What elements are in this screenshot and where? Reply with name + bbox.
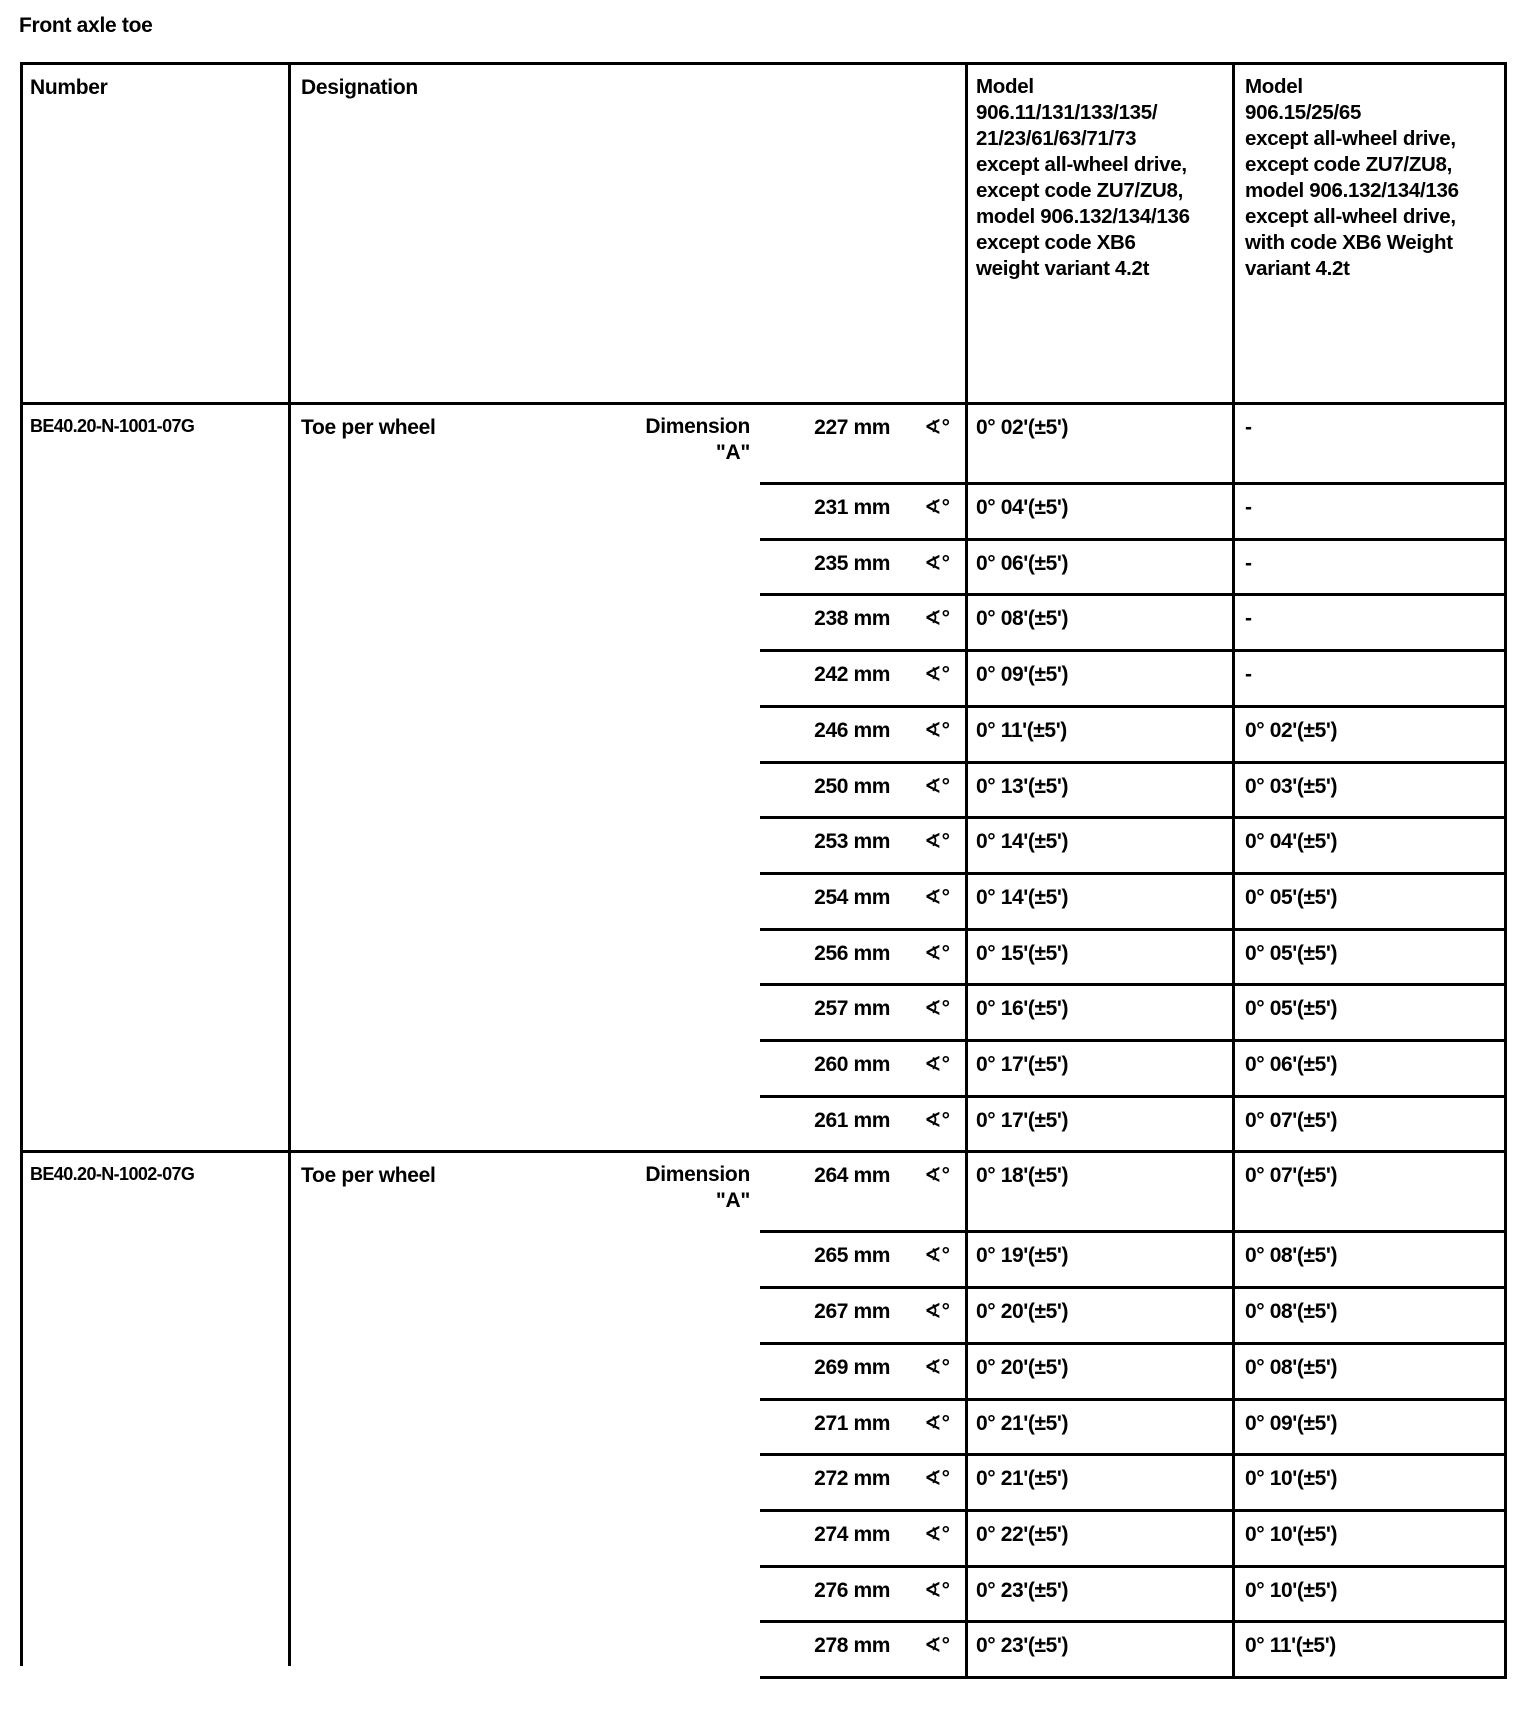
toe-value-model-2: 0° 07'(±5')	[1245, 1108, 1338, 1132]
toe-value-model-2: 0° 05'(±5')	[1245, 885, 1338, 909]
dimension-value: 269 mm	[814, 1355, 890, 1379]
row-divider	[760, 593, 1507, 596]
toe-value-model-2: 0° 06'(±5')	[1245, 1053, 1338, 1076]
toe-value-model-1: 0° 19'(±5')	[976, 1244, 1069, 1268]
dimension-value: 231 mm	[814, 496, 890, 519]
row-divider	[760, 1565, 1507, 1568]
row-divider	[760, 761, 1507, 764]
dimension-value: 278 mm	[814, 1634, 890, 1658]
table-top-border	[20, 62, 1507, 65]
header-model-1-line: model 906.132/134/136	[976, 205, 1190, 228]
header-model-1-line: except all-wheel drive,	[976, 153, 1187, 176]
header-model-1-line: except code XB6	[976, 231, 1136, 254]
dimension-label-line: "A"	[715, 441, 750, 464]
header-model-1	[976, 74, 1190, 282]
angle-icon: ∢°	[924, 416, 950, 439]
toe-value-model-2: -	[1245, 416, 1252, 439]
dimension-label-line: Dimension	[645, 415, 750, 438]
angle-icon: ∢°	[924, 1411, 950, 1435]
dimension-value: 264 mm	[814, 1164, 890, 1188]
angle-icon: ∢°	[924, 1244, 950, 1268]
dimension-value: 272 mm	[814, 1467, 890, 1491]
dimension-value: 253 mm	[814, 830, 890, 854]
row-divider	[760, 1286, 1507, 1289]
header-model-2-line: 906.15/25/65	[1245, 101, 1362, 124]
angle-icon: ∢°	[924, 1522, 950, 1546]
angle-icon: ∢°	[924, 607, 950, 631]
dimension-value: 238 mm	[814, 607, 890, 631]
dimension-value: 254 mm	[814, 885, 890, 909]
header-model-2-line: except code ZU7/ZU8,	[1245, 153, 1453, 176]
dimension-value: 257 mm	[814, 997, 890, 1021]
row-divider	[760, 1095, 1507, 1098]
angle-icon: ∢°	[924, 663, 950, 687]
toe-value-model-2: 0° 05'(±5')	[1245, 997, 1338, 1021]
angle-icon: ∢°	[924, 885, 950, 909]
row-divider	[760, 1676, 1507, 1679]
toe-value-model-2: 0° 05'(±5')	[1245, 941, 1338, 965]
angle-icon: ∢°	[924, 1634, 950, 1658]
row-divider	[760, 649, 1507, 652]
toe-value-model-2: -	[1245, 607, 1252, 631]
row-divider	[760, 538, 1507, 541]
angle-icon: ∢°	[924, 774, 950, 798]
dimension-value: 227 mm	[814, 416, 890, 439]
toe-value-model-1: 0° 13'(±5')	[976, 774, 1069, 798]
toe-value-model-1: 0° 17'(±5')	[976, 1108, 1069, 1132]
toe-value-model-1: 0° 16'(±5')	[976, 997, 1069, 1021]
toe-value-model-1: 0° 11'(±5')	[976, 718, 1067, 742]
toe-value-model-1: 0° 23'(±5')	[976, 1634, 1069, 1658]
dimension-value: 274 mm	[814, 1522, 890, 1546]
row-divider	[760, 1342, 1507, 1345]
angle-icon: ∢°	[924, 496, 950, 519]
toe-value-model-1: 0° 21'(±5')	[976, 1411, 1069, 1435]
dimension-label-line: "A"	[715, 1189, 750, 1213]
toe-value-model-1: 0° 08'(±5')	[976, 607, 1069, 631]
header-model-2-line: with code XB6 Weight	[1245, 231, 1453, 254]
header-model-2-line: except all-wheel drive,	[1245, 127, 1456, 150]
dimension-value: 250 mm	[814, 774, 890, 798]
header-number: Number	[30, 76, 108, 99]
toe-value-model-2: 0° 07'(±5')	[1245, 1164, 1338, 1188]
column-divider	[965, 62, 968, 1679]
toe-value-model-2: 0° 09'(±5')	[1245, 1411, 1338, 1435]
toe-value-model-2: 0° 08'(±5')	[1245, 1355, 1338, 1379]
angle-icon: ∢°	[924, 1164, 950, 1188]
toe-value-model-1: 0° 21'(±5')	[976, 1467, 1069, 1491]
toe-value-model-1: 0° 06'(±5')	[976, 551, 1069, 575]
table-right-border	[1504, 62, 1507, 1679]
dimension-value: 265 mm	[814, 1244, 890, 1268]
group-divider	[20, 1150, 1507, 1153]
header-bottom-border	[20, 402, 1507, 405]
toe-value-model-1: 0° 20'(±5')	[976, 1300, 1069, 1324]
toe-value-model-2: 0° 04'(±5')	[1245, 830, 1338, 854]
angle-icon: ∢°	[924, 1053, 950, 1076]
toe-value-model-1: 0° 14'(±5')	[976, 830, 1069, 854]
header-model-2	[1245, 74, 1459, 282]
toe-value-model-2: -	[1245, 551, 1252, 575]
toe-value-model-1: 0° 18'(±5')	[976, 1164, 1069, 1188]
row-divider	[760, 928, 1507, 931]
angle-icon: ∢°	[924, 551, 950, 575]
header-model-1-line: 21/23/61/63/71/73	[976, 127, 1137, 150]
header-model-1-line: 906.11/131/133/135/	[976, 101, 1158, 124]
header-model-2-line: variant 4.2t	[1245, 257, 1350, 280]
dimension-label	[600, 1162, 750, 1214]
toe-value-model-1: 0° 02'(±5')	[976, 416, 1069, 439]
toe-value-model-2: 0° 10'(±5')	[1245, 1522, 1338, 1546]
toe-value-model-2: 0° 03'(±5')	[1245, 774, 1338, 798]
toe-value-model-2: 0° 02'(±5')	[1245, 718, 1338, 742]
dimension-value: 242 mm	[814, 663, 890, 687]
column-divider	[1232, 62, 1235, 1679]
row-divider	[760, 1398, 1507, 1401]
toe-value-model-2: 0° 08'(±5')	[1245, 1244, 1338, 1268]
header-model-2-line: model 906.132/134/136	[1245, 179, 1459, 202]
toe-value-model-1: 0° 22'(±5')	[976, 1522, 1069, 1546]
toe-value-model-2: -	[1245, 663, 1252, 687]
dimension-label-line: Dimension	[645, 1163, 750, 1187]
dimension-value: 267 mm	[814, 1300, 890, 1324]
toe-value-model-2: 0° 10'(±5')	[1245, 1467, 1338, 1491]
header-model-1-line: except code ZU7/ZU8,	[976, 179, 1184, 202]
header-model-2-line: Model	[1245, 75, 1303, 98]
toe-spec-table	[20, 62, 1507, 1702]
angle-icon: ∢°	[924, 941, 950, 965]
row-number: BE40.20-N-1001-07G	[30, 416, 195, 436]
row-divider	[760, 1039, 1507, 1042]
row-designation: Toe per wheel	[301, 416, 436, 439]
row-divider	[760, 872, 1507, 875]
toe-value-model-1: 0° 15'(±5')	[976, 941, 1069, 965]
angle-icon: ∢°	[924, 1467, 950, 1491]
dimension-value: 235 mm	[814, 551, 890, 575]
toe-value-model-1: 0° 09'(±5')	[976, 663, 1069, 687]
angle-icon: ∢°	[924, 1355, 950, 1379]
toe-value-model-1: 0° 23'(±5')	[976, 1578, 1069, 1602]
row-number: BE40.20-N-1002-07G	[30, 1164, 195, 1185]
toe-value-model-1: 0° 17'(±5')	[976, 1053, 1069, 1076]
angle-icon: ∢°	[924, 830, 950, 854]
header-model-1-line: Model	[976, 75, 1034, 98]
angle-icon: ∢°	[924, 1578, 950, 1602]
header-model-2-line: except all-wheel drive,	[1245, 205, 1456, 228]
toe-value-model-1: 0° 04'(±5')	[976, 496, 1069, 519]
column-divider	[288, 62, 291, 1666]
header-model-1-line: weight variant 4.2t	[976, 257, 1150, 280]
dimension-value: 271 mm	[814, 1411, 890, 1435]
page-title: Front axle toe	[19, 14, 153, 37]
dimension-value: 260 mm	[814, 1053, 890, 1076]
toe-value-model-2: -	[1245, 496, 1252, 519]
dimension-value: 276 mm	[814, 1578, 890, 1602]
row-divider	[760, 705, 1507, 708]
angle-icon: ∢°	[924, 1300, 950, 1324]
angle-icon: ∢°	[924, 1108, 950, 1132]
row-divider	[760, 816, 1507, 819]
row-designation: Toe per wheel	[301, 1164, 436, 1188]
header-designation: Designation	[301, 76, 418, 99]
dimension-value: 256 mm	[814, 941, 890, 965]
dimension-value: 261 mm	[814, 1108, 890, 1132]
dimension-label	[600, 414, 750, 466]
row-divider	[760, 1620, 1507, 1623]
row-divider	[760, 1230, 1507, 1233]
toe-value-model-2: 0° 10'(±5')	[1245, 1578, 1338, 1602]
table-left-border	[20, 62, 23, 1666]
toe-value-model-2: 0° 11'(±5')	[1245, 1634, 1336, 1658]
row-divider	[760, 1509, 1507, 1512]
angle-icon: ∢°	[924, 997, 950, 1021]
toe-value-model-1: 0° 20'(±5')	[976, 1355, 1069, 1379]
row-divider	[760, 1453, 1507, 1456]
row-divider	[760, 482, 1507, 485]
dimension-value: 246 mm	[814, 718, 890, 742]
toe-value-model-1: 0° 14'(±5')	[976, 885, 1069, 909]
angle-icon: ∢°	[924, 718, 950, 742]
toe-value-model-2: 0° 08'(±5')	[1245, 1300, 1338, 1324]
row-divider	[760, 983, 1507, 986]
